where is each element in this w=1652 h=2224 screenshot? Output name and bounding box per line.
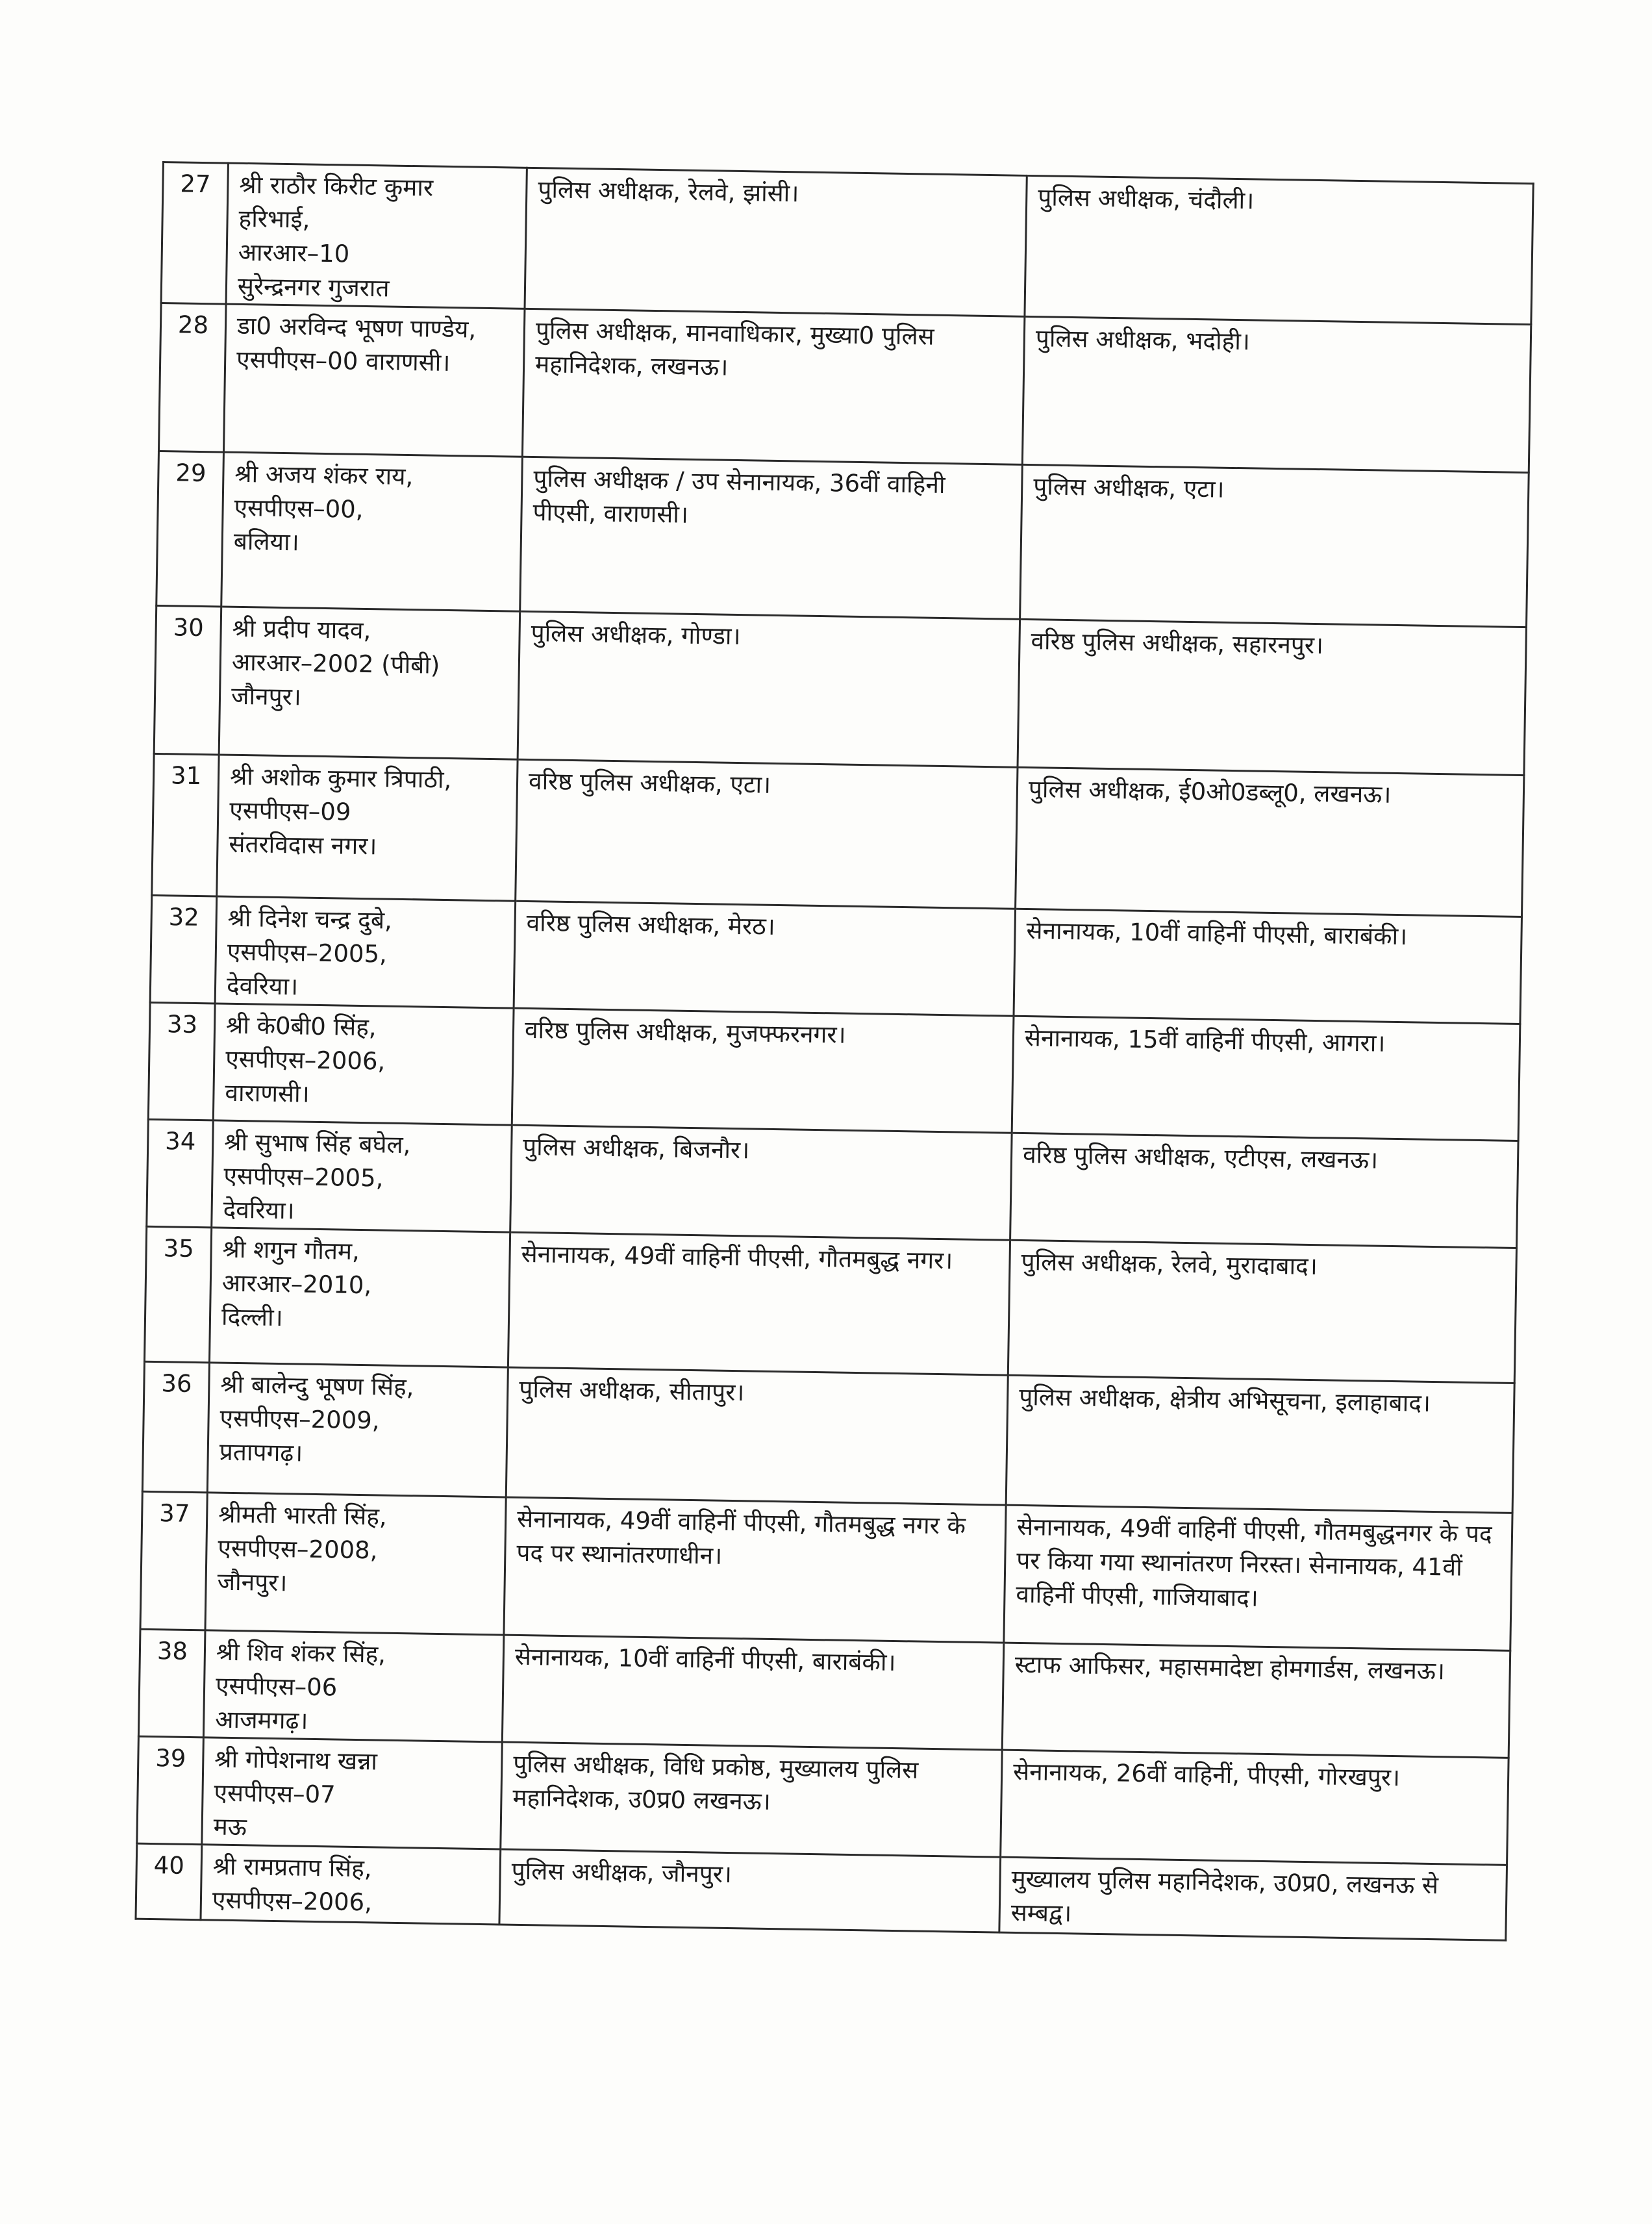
table-body <box>136 162 1533 1941</box>
officer-detail-line: देवरिया। <box>226 971 299 1001</box>
current-posting: पुलिस अधीक्षक, विधि प्रकोष्ठ, मुख्यालय पुलिस महानिदेशक, उ0प्र0 लखनऊ। <box>501 1742 1002 1857</box>
serial-number: 34 <box>147 1119 214 1228</box>
new-posting: पुलिस अधीक्षक, भदोही। <box>1022 316 1531 472</box>
new-posting: सेनानायक, 10वीं वाहिनीं पीएसी, बाराबंकी। <box>1014 909 1521 1024</box>
table-row <box>144 1226 1516 1383</box>
table-row <box>158 303 1531 472</box>
serial-number: 39 <box>137 1736 204 1845</box>
new-posting: सेनानायक, 26वीं वाहिनीं, पीएसी, गोरखपुर। <box>1001 1750 1508 1865</box>
officer-details <box>219 607 520 759</box>
serial-number: 31 <box>152 753 219 896</box>
officer-detail-line: श्री सुभाष सिंह बघेल, <box>223 1128 411 1159</box>
serial-number: 30 <box>154 605 221 755</box>
officer-detail-line: वाराणसी। <box>225 1078 310 1108</box>
officer-detail-line: श्री रामप्रताप सिंह, <box>212 1852 372 1883</box>
new-posting: मुख्यालय पुलिस महानिदेशक, उ0प्र0, लखनऊ से सम्बद्व। <box>999 1857 1507 1940</box>
officer-detail-line: एसपीएस–06 <box>215 1671 338 1702</box>
officer-detail-line: जौनपुर। <box>231 681 302 711</box>
officer-detail-line: श्री प्रदीप यादव, <box>232 614 371 645</box>
current-posting: पुलिस अधीक्षक / उप सेनानायक, 36वीं वाहिनी पीएसी, वाराणसी। <box>520 457 1023 619</box>
current-posting: पुलिस अधीक्षक, रेलवे, झांसी। <box>525 168 1027 316</box>
new-posting: वरिष्ठ पुलिस अधीक्षक, सहारनपुर। <box>1018 619 1526 775</box>
officer-details <box>201 1845 501 1925</box>
serial-number: 35 <box>144 1226 211 1363</box>
current-posting: पुलिस अधीक्षक, बिजनौर। <box>510 1125 1012 1240</box>
officer-detail-line: डा0 अरविन्द भूषण पाण्डेय, <box>236 311 477 344</box>
serial-number: 27 <box>161 162 228 305</box>
officer-detail-line: श्री के0बी0 सिंह, <box>225 1011 377 1042</box>
current-posting: वरिष्ठ पुलिस अधीक्षक, एटा। <box>516 759 1018 909</box>
serial-number: 37 <box>140 1491 207 1630</box>
table-row <box>148 1002 1520 1141</box>
new-posting: वरिष्ठ पुलिस अधीक्षक, एटीएस, लखनऊ। <box>1010 1133 1518 1248</box>
officer-detail-line: श्री राठौर किरीट कुमार <box>239 170 434 202</box>
officer-detail-line: आरआर–2002 (पीबी) <box>231 648 440 679</box>
officer-details <box>212 1120 512 1232</box>
officer-detail-line: सुरेन्द्रनगर गुजरात <box>237 272 390 303</box>
officer-detail-line: आजमगढ़। <box>214 1705 308 1735</box>
current-posting: वरिष्ठ पुलिस अधीक्षक, मेरठ। <box>514 901 1015 1016</box>
officer-details <box>213 1004 514 1125</box>
officer-details <box>215 896 516 1008</box>
current-posting: सेनानायक, 49वीं वाहिनीं पीएसी, गौतमबुद्ध नगर। <box>508 1232 1010 1375</box>
table-row <box>140 1491 1512 1650</box>
new-posting: सेनानायक, 49वीं वाहिनीं पीएसी, गौतमबुद्धनगर के पद पर किया गया स्थानांतरण निरस्त। सेनानायक, 41वीं वाहिनीं पीएसी, गाजियाबाद। <box>1004 1505 1512 1650</box>
officer-details <box>209 1228 510 1367</box>
officer-detail-line: मऊ <box>213 1812 247 1841</box>
officer-detail-line: दिल्ली। <box>221 1302 284 1332</box>
officer-detail-line: संतरविदास नगर। <box>229 829 377 861</box>
officer-detail-line: आरआर–10 <box>238 238 350 268</box>
current-posting: पुलिस अधीक्षक, सीतापुर। <box>506 1367 1008 1505</box>
officer-detail-line: एसपीएस–2005, <box>223 1161 384 1193</box>
table-row <box>154 605 1526 775</box>
table-row <box>150 895 1521 1024</box>
current-posting: पुलिस अधीक्षक, मानवाधिकार, मुख्या0 पुलिस महानिदेशक, लखनऊ। <box>522 309 1024 464</box>
current-posting: सेनानायक, 49वीं वाहिनीं पीएसी, गौतमबुद्ध नगर के पद पर स्थानांतरणाधीन। <box>504 1497 1006 1643</box>
officer-detail-line: देवरिया। <box>223 1195 295 1225</box>
officer-detail-line: एसपीएस–2006, <box>212 1886 373 1917</box>
serial-number: 38 <box>138 1629 205 1738</box>
officer-detail-line: श्री अजय शंकर राय, <box>234 459 414 491</box>
officer-detail-line: श्री शिव शंकर सिंह, <box>216 1637 386 1669</box>
table-row <box>138 1629 1510 1758</box>
new-posting: पुलिस अधीक्षक, एटा। <box>1020 464 1529 627</box>
officer-detail-line: जौनपुर। <box>217 1567 288 1597</box>
new-posting: स्टाफ आफिसर, महासमादेष्टा होमगार्डस, लखनऊ। <box>1002 1643 1510 1758</box>
serial-number: 28 <box>158 303 226 452</box>
new-posting: पुलिस अधीक्षक, क्षेत्रीय अभिसूचना, इलाहाबाद। <box>1006 1375 1514 1513</box>
new-posting: सेनानायक, 15वीं वाहिनीं पीएसी, आगरा। <box>1012 1016 1520 1141</box>
officer-details <box>205 1493 506 1635</box>
officer-details <box>217 755 518 901</box>
officer-details <box>207 1363 508 1497</box>
current-posting: पुलिस अधीक्षक, गोण्डा। <box>518 611 1020 767</box>
table-row <box>137 1736 1508 1865</box>
officer-detail-line: आरआर–2010, <box>221 1269 372 1300</box>
current-posting: पुलिस अधीक्षक, जौनपुर। <box>499 1849 1001 1932</box>
new-posting: पुलिस अधीक्षक, ई0ओ0डब्लू0, लखनऊ। <box>1016 767 1524 916</box>
officer-detail-line: एसपीएस–07 <box>214 1778 336 1809</box>
current-posting: वरिष्ठ पुलिस अधीक्षक, मुजफ्फरनगर। <box>512 1008 1014 1133</box>
officer-detail-line: हरिभाई, <box>238 204 310 234</box>
serial-number: 33 <box>148 1002 215 1120</box>
table-row <box>147 1119 1518 1248</box>
officer-detail-line: एसपीएस–00 वाराणसी। <box>236 345 451 377</box>
current-posting: सेनानायक, 10वीं वाहिनीं पीएसी, बाराबंकी। <box>502 1635 1003 1750</box>
serial-number: 32 <box>150 895 217 1004</box>
officer-detail-line: एसपीएस–2009, <box>219 1404 380 1435</box>
serial-number: 36 <box>142 1361 209 1493</box>
transfer-table <box>134 161 1534 1941</box>
officer-details <box>203 1630 504 1742</box>
officer-detail-line: बलिया। <box>233 527 300 557</box>
table-row <box>142 1361 1514 1513</box>
officer-details <box>226 163 527 309</box>
officer-detail-line: एसपीएस–09 <box>229 796 351 826</box>
officer-detail-line: श्री दिनेश चन्द्र दुबे, <box>227 904 393 935</box>
serial-number: 40 <box>136 1843 202 1920</box>
officer-detail-line: एसपीएस–2005, <box>227 937 388 968</box>
officer-detail-line: श्रीमती भारती सिंह, <box>218 1500 388 1531</box>
table-row <box>152 753 1524 916</box>
officer-detail-line: प्रतापगढ़। <box>219 1437 303 1467</box>
officer-detail-line: श्री गोपेशनाथ खन्ना <box>214 1745 378 1776</box>
officer-detail-line: श्री अशोक कुमार त्रिपाठी, <box>229 762 452 794</box>
officer-detail-line: एसपीएस–2008, <box>218 1534 378 1565</box>
new-posting: पुलिस अधीक्षक, चंदौली। <box>1025 175 1533 324</box>
officer-detail-line: एसपीएस–2006, <box>225 1044 386 1076</box>
table-row <box>161 162 1533 325</box>
new-posting: पुलिस अधीक्षक, रेलवे, मुरादाबाद। <box>1008 1240 1516 1383</box>
officer-details <box>221 452 523 611</box>
officer-detail-line: श्री बालेन्दु भूषण सिंह, <box>220 1370 414 1402</box>
serial-number: 29 <box>156 451 224 607</box>
officer-detail-line: श्री शगुन गौतम, <box>222 1235 360 1265</box>
officer-details <box>223 304 525 457</box>
officer-detail-line: एसपीएस–00, <box>234 493 364 524</box>
officer-details <box>202 1738 503 1849</box>
table-row <box>156 451 1529 627</box>
